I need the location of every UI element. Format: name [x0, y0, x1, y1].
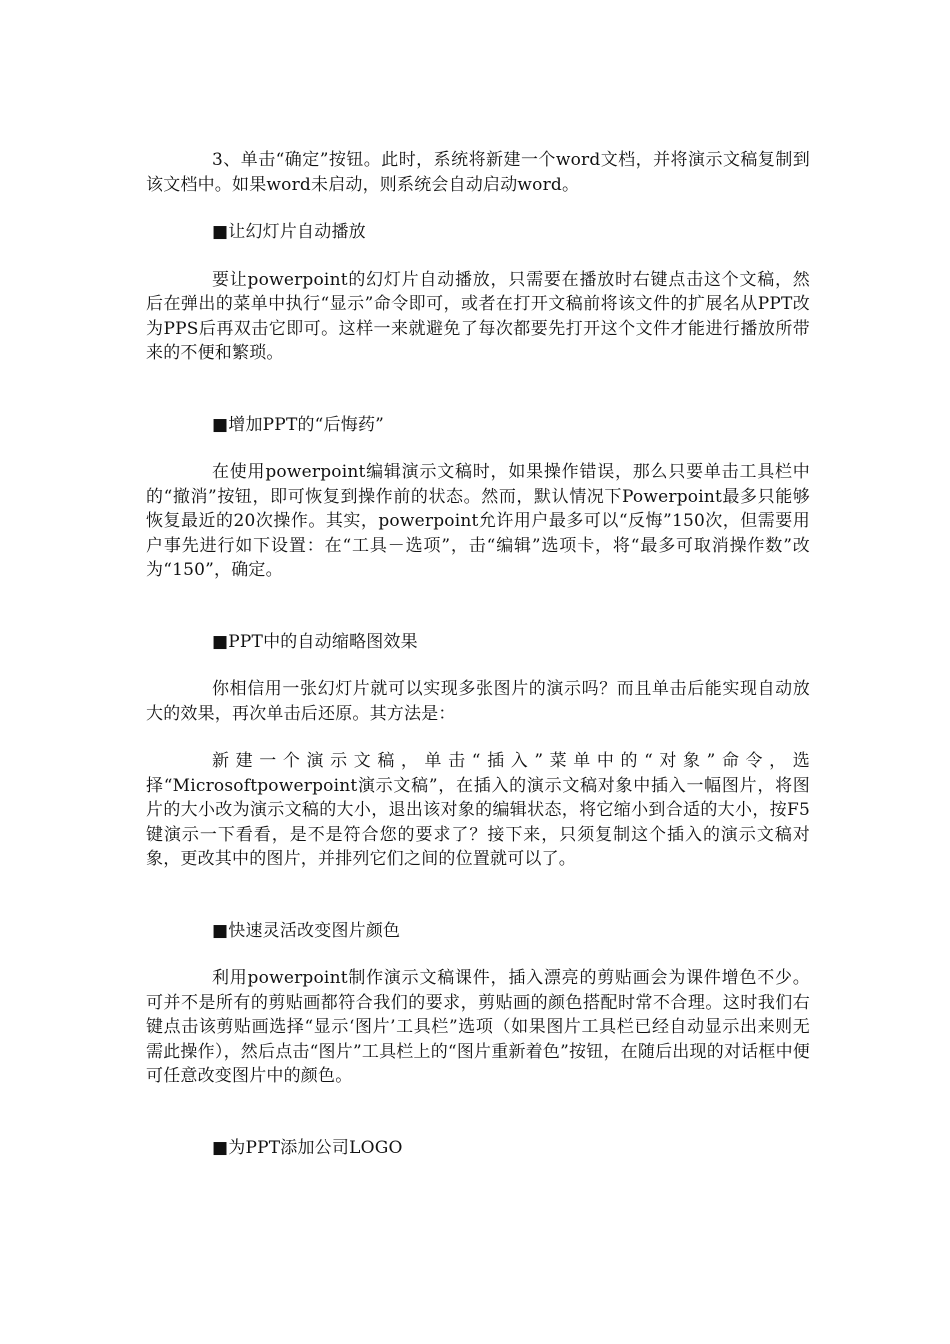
heading-auto-play: ■让幻灯片自动播放 — [212, 222, 366, 242]
paragraph-auto-play: 要让powerpoint的幻灯片自动播放，只需要在播放时右键点击这个文稿，然后在弹出的菜单中执行“显示”命令即可，或者在打开文稿前将该文件的扩展名从PPT改为PPS后再双击它即可。这样一来就避免了每次都要先打开这个文件才能进行播放所带来的不便和繁琐。 — [146, 269, 810, 363]
heading-recolor: ■快速灵活改变图片颜色 — [212, 920, 401, 941]
heading-thumbnail: ■PPT中的自动缩略图效果 — [212, 631, 418, 652]
heading-logo: ■为PPT添加公司LOGO — [212, 1137, 403, 1158]
paragraph-word-export: 3、单击“确定”按钮。此时，系统将新建一个word文档，并将演示文稿复制到该文档中。如果word未启动，则系统会自动启动word。 — [146, 150, 810, 195]
document-page — [146, 148, 810, 1160]
paragraph-undo: 在使用powerpoint编辑演示文稿时，如果操作错误，那么只要单击工具栏中的“撤消”按钮，即可恢复到操作前的状态。然而，默认情况下Powerpoint最多只能够恢复最近的20次操作。其实，powerpoint允许用户最多可以“反悔”150次，但需要用户事先进行如下设置：在“工具－选项”，击“编辑”选项卡，将“最多可取消操作数”改为“150”，确定。 — [146, 462, 810, 580]
paragraph-thumbnail-intro: 你相信用一张幻灯片就可以实现多张图片的演示吗？而且单击后能实现自动放大的效果，再次单击后还原。其方法是： — [146, 679, 810, 724]
paragraph-recolor: 利用powerpoint制作演示文稿课件，插入漂亮的剪贴画会为课件增色不少。可并不是所有的剪贴画都符合我们的要求，剪贴画的颜色搭配时常不合理。这时我们右键点击该剪贴画选择“显示‘图片’工具栏”选项（如果图片工具栏已经自动显示出来则无需此操作），然后点击“图片”工具栏上的“图片重新着色”按钮，在随后出现的对话框中便可任意改变图片中的颜色。 — [146, 968, 810, 1086]
paragraph-thumbnail-steps: 新建一个演示文稿，单击“插入”菜单中的“对象”命令，选择“Microsoftpowerpoint演示文稿”，在插入的演示文稿对象中插入一幅图片，将图片的大小改为演示文稿的大小，退出该对象的编辑状态，将它缩小到合适的大小，按F5键演示一下看看，是不是符合您的要求了？接下来，只须复制这个插入的演示文稿对象，更改其中的图片，并排列它们之间的位置就可以了。 — [146, 751, 810, 869]
heading-undo: ■增加PPT的“后悔药” — [212, 414, 385, 435]
